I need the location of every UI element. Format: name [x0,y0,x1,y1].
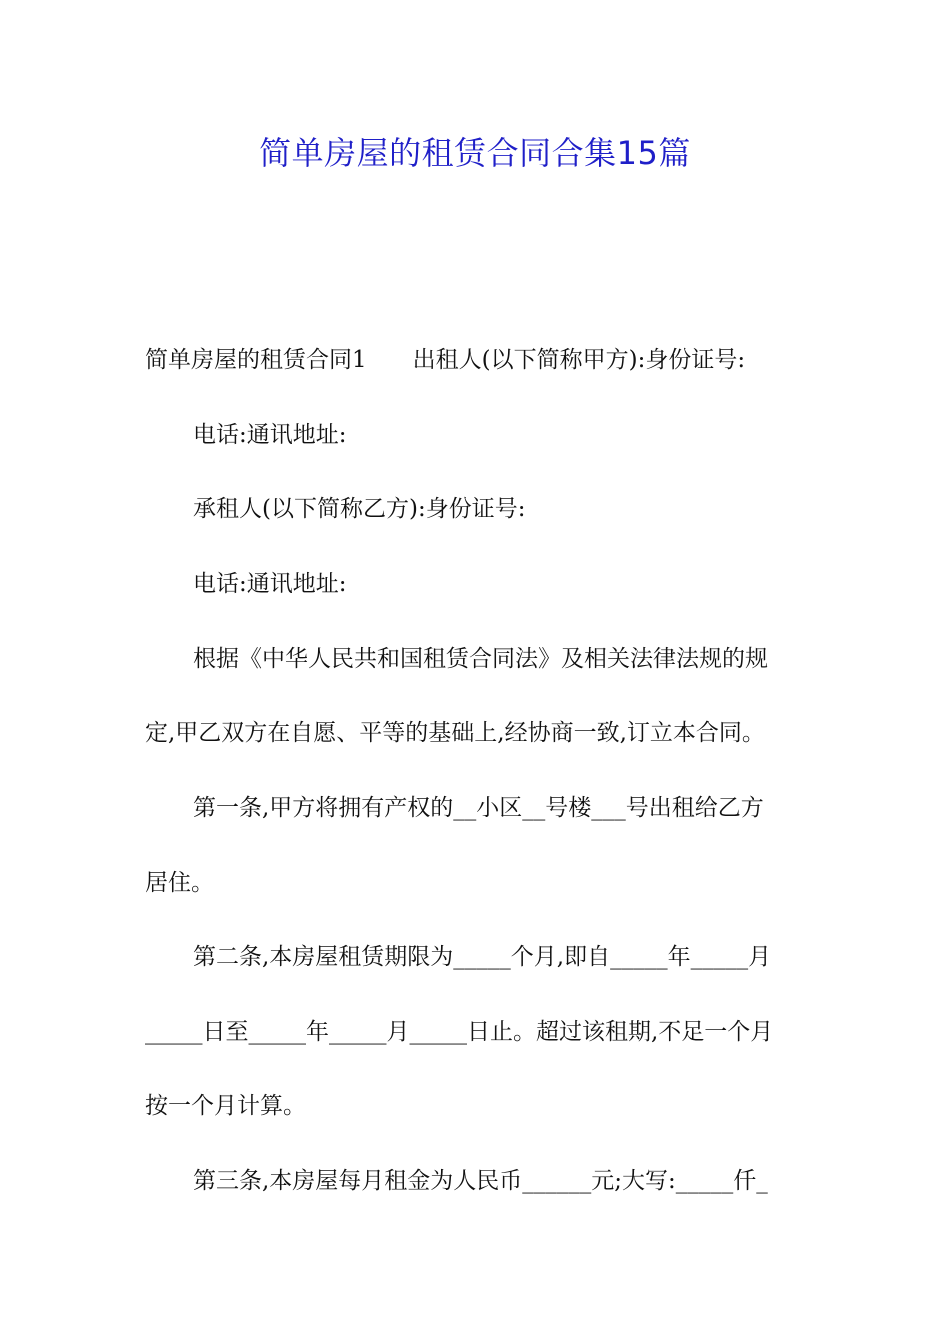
contract-heading-line: 简单房屋的租赁合同1 出租人(以下简称甲方):身份证号: [145,347,746,373]
lessee-line: 承租人(以下简称乙方):身份证号: [193,496,526,522]
lessor-contact-line: 电话:通讯地址: [193,422,347,448]
lessee-contact-line: 电话:通讯地址: [193,571,347,597]
article-2-line-2: _____日至_____年_____月_____日止。超过该租期,不足一个月 [145,1019,774,1045]
article-1-line-2: 居住。 [145,870,214,896]
article-2-line-1: 第二条,本房屋租赁期限为_____个月,即自_____年_____月 [193,944,772,970]
document-title: 简单房屋的租赁合同合集15篇 [259,134,691,172]
article-2-line-3: 按一个月计算。 [145,1093,306,1119]
article-3-line-1: 第三条,本房屋每月租金为人民币______元;大写:_____仟_ [193,1168,768,1194]
preamble-line-2: 定,甲乙双方在自愿、平等的基础上,经协商一致,订立本合同。 [145,720,765,746]
preamble-line-1: 根据《中华人民共和国租赁合同法》及相关法律法规的规 [193,646,768,672]
article-1-line-1: 第一条,甲方将拥有产权的__小区__号楼___号出租给乙方 [193,795,764,821]
